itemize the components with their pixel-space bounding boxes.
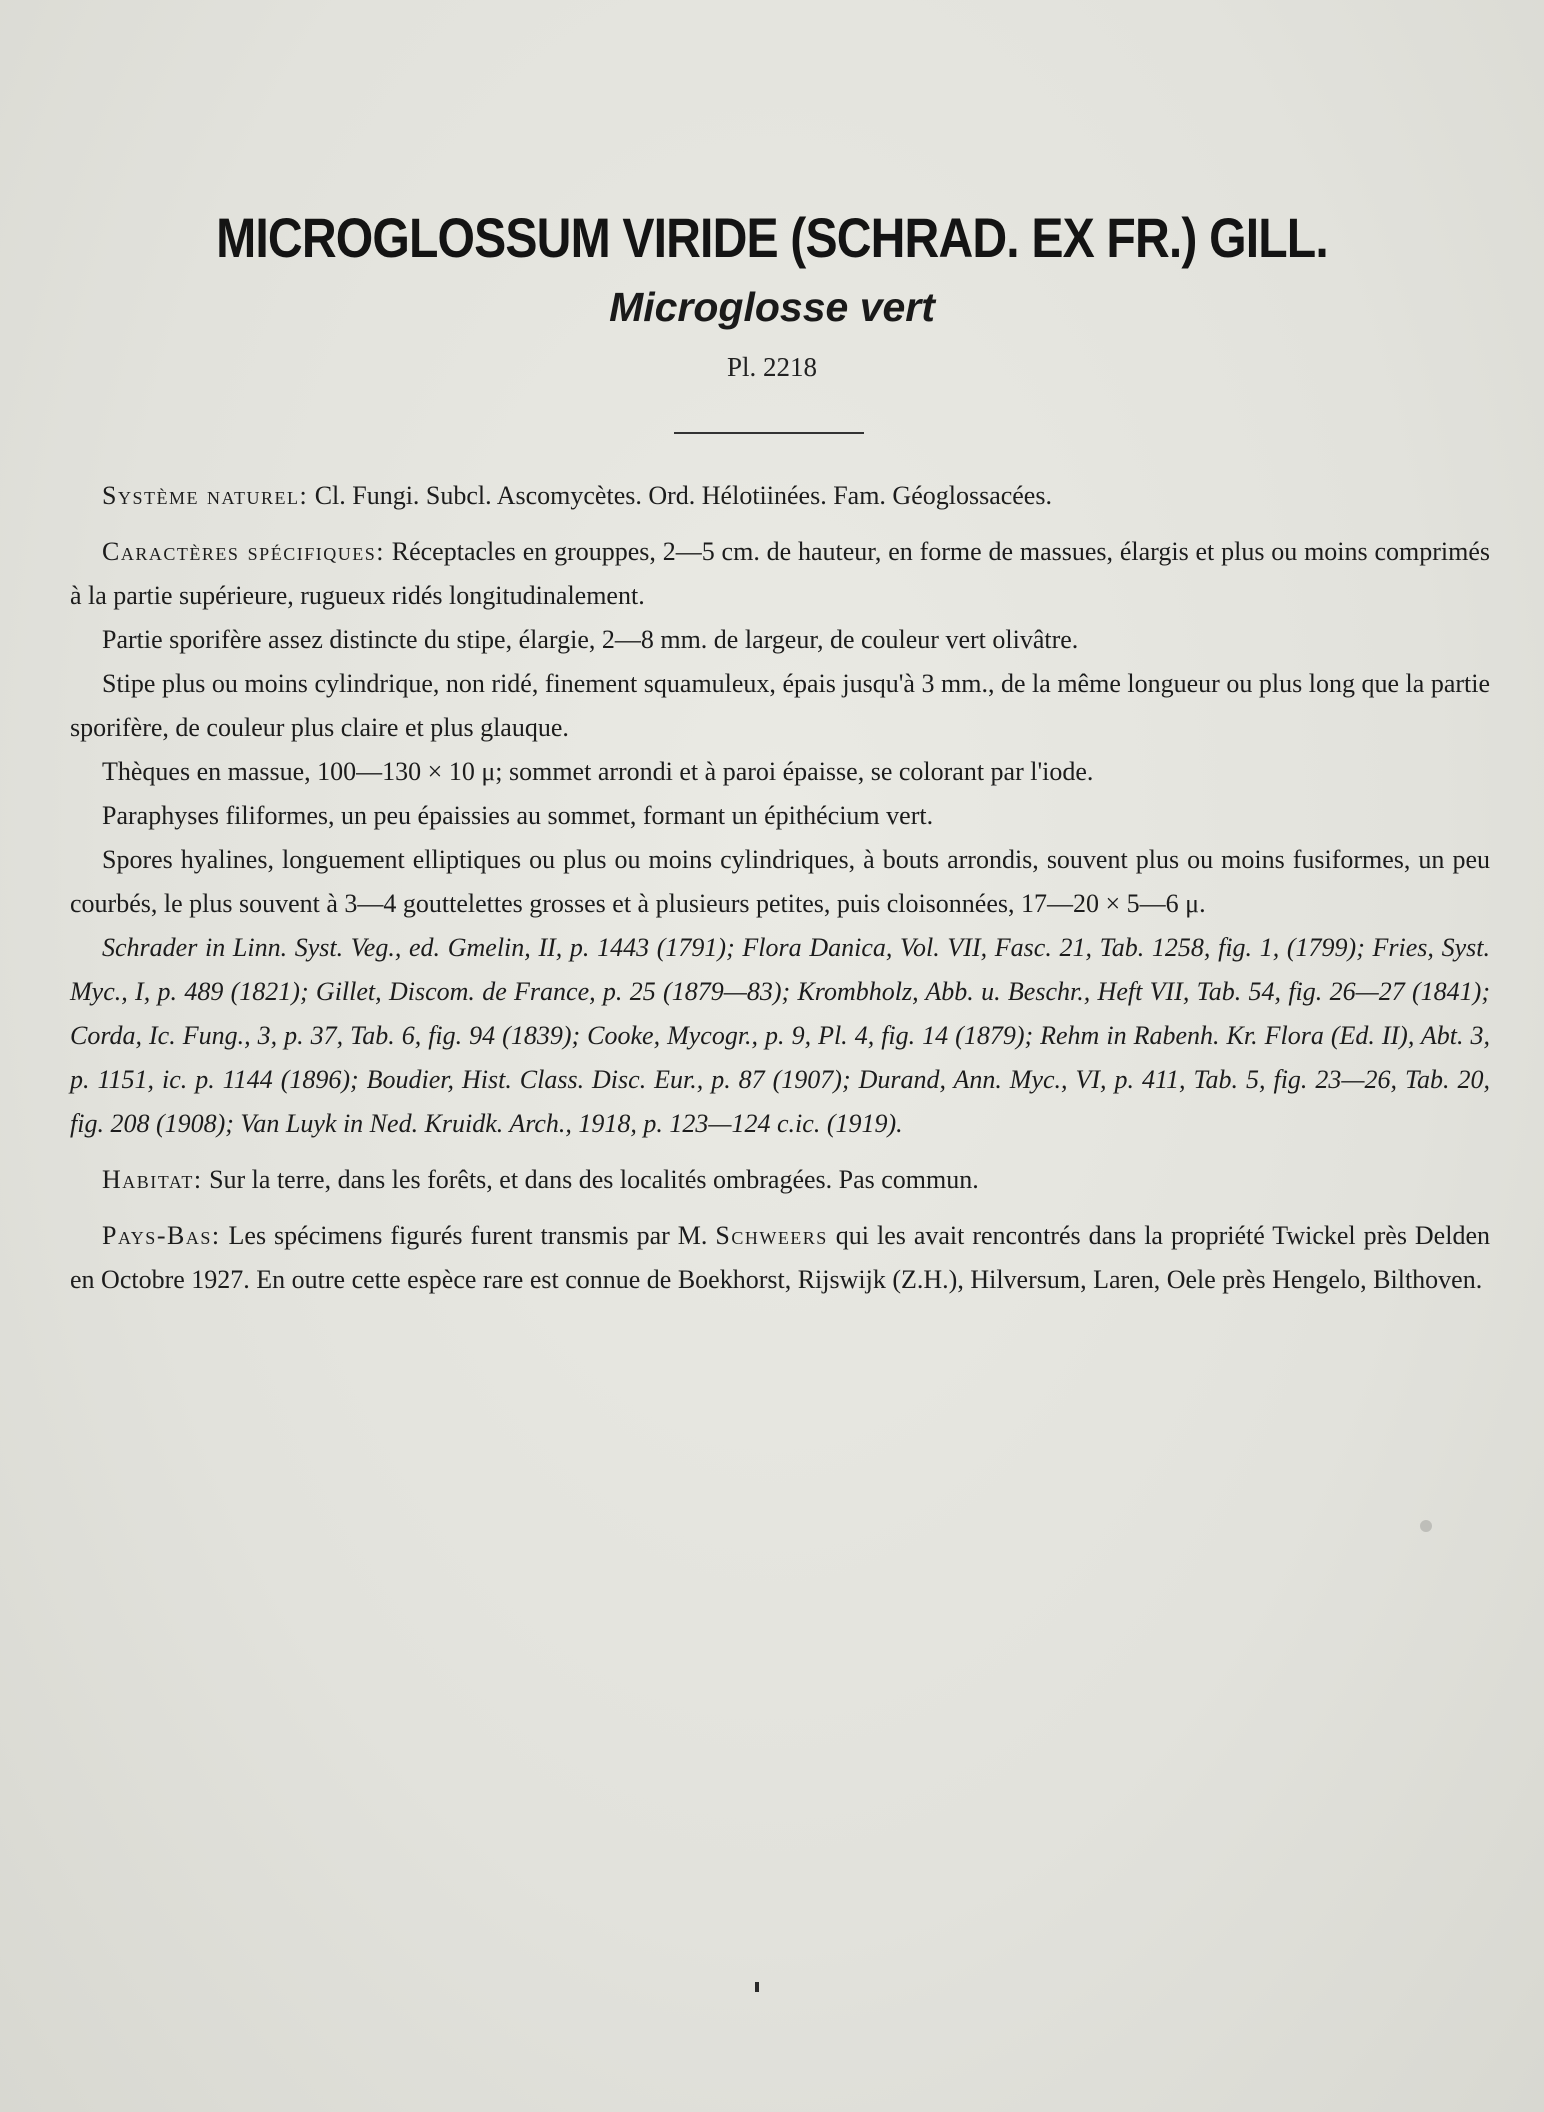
systeme-paragraph [70,474,1490,518]
references-paragraph: Schrader in Linn. Syst. Veg., ed. Gmelin, II, p. 1443 (1791); Flora Danica, Vol. VII, Fasc. 21, Tab. 1258, fig. 1, (1799); Fries, Syst. Myc., I, p. 489 (1821); Gillet, Discom. de France, p. 25 (1879—83); Krombholz, Abb. u. Beschr., Heft VII, Tab. 54, fig. 26—27 (1841); Corda, Ic. Fung., 3, p. 37, Tab. 6, fig. 94 (1839); Cooke, Mycogr., p. 9, Pl. 4, fig. 14 (1879); Rehm in Rabenh. Kr. Flora (Ed. II), Abt. 3, p. 1151, ic. p. 1144 (1896); Boudier, Hist. Class. Disc. Eur., p. 87 (1907); Durand, Ann. Myc., VI, p. 411, Tab. 5, fig. 23—26, Tab. 20, fig. 208 (1908); Van Luyk in Ned. Kruidk. Arch., 1918, p. 123—124 c.ic. (1919). [70,933,1490,1138]
paysbas-label: Pays-Bas: [102,1221,221,1250]
description-paragraph: Spores hyalines, longuement elliptiques ou plus ou moins cylindriques, à bouts arrondis, souvent plus ou moins fusiformes, un peu courbés, le plus souvent à 3—4 gouttelettes grosses et à plusieurs petites, puis cloisonnées, 17—20 × 5—6 μ. [70,845,1490,918]
bottom-mark [755,1982,759,1992]
systeme-label: Système naturel: [102,481,309,510]
paysbas-text-before: Les spécimens figurés furent transmis par M. [220,1221,716,1250]
collector-name: Schweers [715,1221,828,1250]
caracteres-text: Réceptacles en grouppes, 2—5 cm. de hauteur, en forme de massues, élargis et plus ou moins comprimés à la partie supérieure, rugueux ridés longitudinalement. [70,537,1490,610]
paysbas-text-after: qui les avait rencontrés dans la propriété Twickel près Delden en Octobre 1927. En outre cette espèce rare est connue de Boekhorst, Rijswijk (Z.H.), Hilversum, Laren, Oele près Hengelo, Bilthoven. [70,1221,1490,1294]
habitat-label: Habitat: [102,1165,203,1194]
habitat-paragraph [70,1158,1490,1202]
common-name-subtitle: Microglosse vert [609,284,935,330]
caracteres-label: Caractères spécifiques: [102,537,385,566]
habitat-text: Sur la terre, dans les forêts, et dans des localités ombragées. Pas commun. [202,1165,979,1194]
divider-rule [674,432,864,434]
description-paragraph: Thèques en massue, 100—130 × 10 μ; sommet arrondi et à paroi épaisse, se colorant par l'iode. [102,757,1094,786]
paper-spot [1420,1520,1432,1532]
paysbas-paragraph [70,1214,1490,1302]
species-title: MICROGLOSSUM VIRIDE (SCHRAD. EX FR.) GILL. [216,206,1328,269]
description-paragraph: Paraphyses filiformes, un peu épaissies au sommet, formant un épithécium vert. [102,801,934,830]
systeme-text: Cl. Fungi. Subcl. Ascomycètes. Ord. Hélotiinées. Fam. Géoglossacées. [308,481,1052,510]
plate-number: Pl. 2218 [726,352,818,382]
description-body [70,474,1490,1302]
caracteres-paragraph [70,530,1490,618]
description-paragraph: Stipe plus ou moins cylindrique, non ridé, finement squamuleux, épais jusqu'à 3 mm., de la même longueur ou plus long que la partie sporifère, de couleur plus claire et plus glauque. [70,669,1490,742]
description-paragraph: Partie sporifère assez distincte du stipe, élargie, 2—8 mm. de largeur, de couleur vert olivâtre. [102,625,1079,654]
